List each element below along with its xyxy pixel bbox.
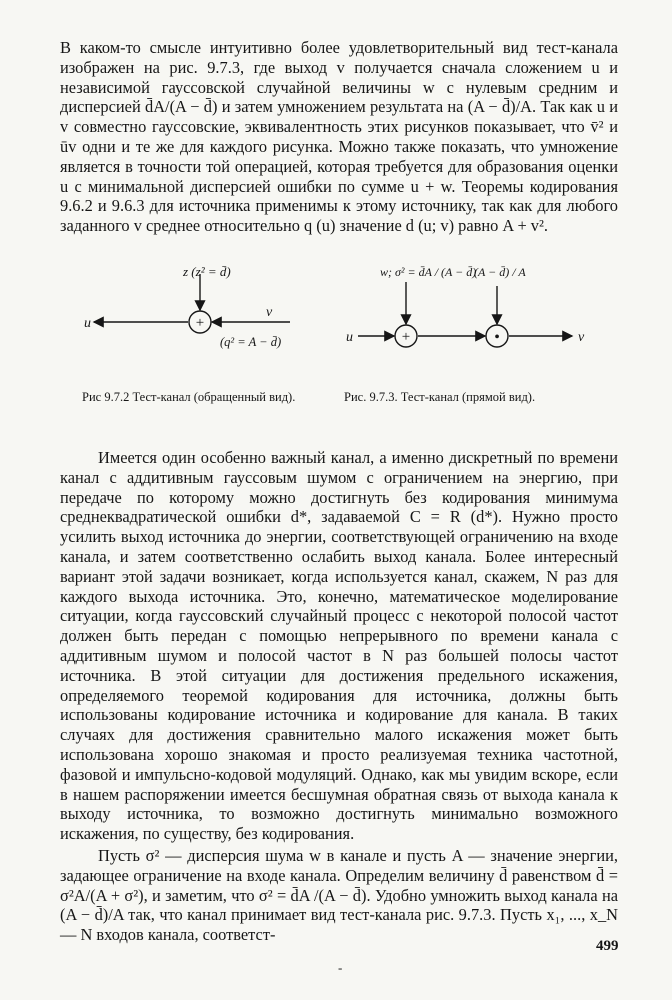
page-body: [60, 38, 618, 945]
test-channel-reverse-diagram: [80, 254, 300, 364]
label-v: v: [578, 329, 585, 345]
label-v: v: [266, 304, 273, 320]
label-u: u: [84, 315, 91, 331]
paragraph-3: Пусть σ² — дисперсия шума w в канале и пусть A — значение энергии, задающее ограничение на входе канала. Определим величину d̄ равенством d̄ = σ²A/(A + σ²), и заметим, что σ² = d̄A /(A − d̄). Удобно умножить выход канала на (A − d̄)/A так, что канал принимает вид тест-канала рис. 9.7.3. Пусть x₁, ..., x_N — N входов канала, соответст-: [60, 845, 618, 945]
label-gain: (A − d̄) / A: [474, 264, 526, 279]
footer-mark: -: [338, 960, 343, 975]
figure-9-7-3-caption: Рис. 9.7.3. Тест-канал (прямой вид).: [344, 389, 536, 404]
test-channel-forward-diagram: [342, 250, 612, 360]
adder-symbol: +: [195, 314, 205, 331]
label-z: z (z² = d̄): [183, 263, 231, 279]
paragraph-2: Имеется один особенно важный канал, а именно дискретный по времени канал с аддитивным гауссовым шумом с ограничением на энергию, при передаче по которому можно достигнуть без кодирования минимума среднеквадратической ошибки d*, задаваемой C = R (d*). Нужно просто усилить выход источника до энергии, соответствующей ограничению на входе канала, и затем соответственно ослабить выход канала. Более интересный вариант этой задачи возникает, когда используется канал, скажем, N раз для каждого выхода источника. Это, конечно, математическое моделирование ситуации, когда гауссовский случайный процесс с некоторой полосой частот должен быть передан с помощью непрерывного по времени канала с аддитивным шумом и полосой частот в N раз большей полосы частот источника. В этой ситуации для достижения предельного искажения, определяемого теоремой кодирования для источника, должны быть использованы кодирование источника и кодирование для канала. В таких случаях для достижения сравнительно малого искажения может быть использована хорошо знакомая и просто реализуемая техника частотной, фазовой и импульсно-кодовой модуляций. Однако, как мы увидим вскоре, если в нашем распоряжении имеется бесшумная обратная связь от выхода канала к выходу источника, то возможно достигнуть минимально возможного искажения, по существу, без кодирования.: [60, 447, 618, 844]
figures-row: [60, 240, 618, 430]
page-number: 499: [596, 938, 619, 954]
multiplier-symbol: •: [494, 328, 500, 346]
label-w: w; σ² = d̄A / (A − d̄): [380, 264, 477, 279]
figure-9-7-3: [342, 250, 612, 370]
label-q: (q² = A − d̄): [220, 334, 282, 349]
adder-symbol: +: [401, 328, 411, 345]
label-u: u: [346, 329, 353, 345]
paragraph-1: В каком-то смысле интуитивно более удовлетворительный вид тест-канала изображен на рис. 9.7.3, где выход v получается сначала сложением u и независимой гауссовской случайной величины w с нулевым средним и дисперсией d̄A/(A − d̄) и затем умножением результата на (A − d̄)/A. Так как u и v совместно гауссовские, эквивалентность этих рисунков показывает, что v̄² и ūv одни и те же для каждого рисунка. Можно также показать, что умножение является в точности той операцией, которая требуется для образования оценки u с минимальной дисперсией ошибки по сумме u + w. Теоремы кодирования 9.6.2 и 9.6.3 для источника применимы к этому источнику, так как для любого заданного v среднее относительно q (u) значение d (u; v) равно A + v².: [60, 38, 618, 236]
figure-9-7-2-caption: Рис 9.7.2 Тест-канал (обращенный вид).: [82, 389, 296, 404]
figure-9-7-2: [80, 254, 300, 374]
